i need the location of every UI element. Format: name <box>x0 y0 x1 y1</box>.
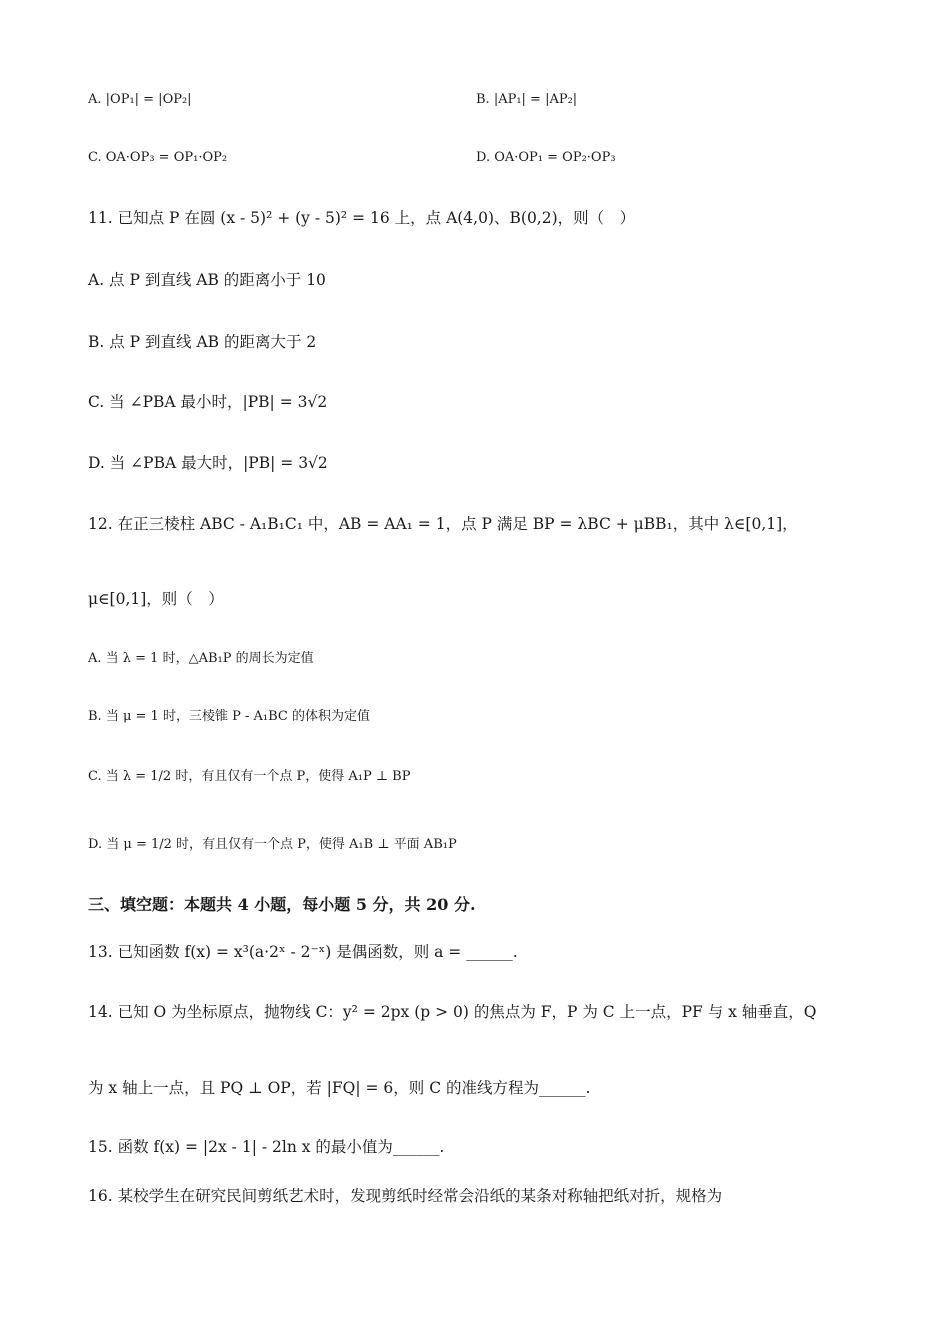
q14-line1: 14. 已知 O 为坐标原点，抛物线 C：y² = 2px (p > 0) 的焦点为 F，P 为 C 上一点，PF 与 x 轴垂直，Q <box>88 1003 817 1021</box>
question-16: 16. 某校学生在研究民间剪纸艺术时，发现剪纸时经常会沿纸的某条对称轴把纸对折，规格为 <box>88 1187 723 1205</box>
question-15: 15. 函数 f(x) = |2x - 1| - 2ln x 的最小值为______. <box>88 1138 445 1156</box>
q11-option-c: C. 当 ∠PBA 最小时，|PB| = 3√2 <box>88 393 328 411</box>
q10-option-a: A. |OP₁| = |OP₂| <box>88 92 192 107</box>
q12-option-d: D. 当 μ = 1/2 时，有且仅有一个点 P，使得 A₁B ⊥ 平面 AB₁P <box>88 837 457 852</box>
q10-option-b: B. |AP₁| = |AP₂| <box>476 92 578 107</box>
q11-stem: 11. 已知点 P 在圆 (x - 5)² + (y - 5)² = 16 上，点 A(4,0)、B(0,2)，则（ ） <box>88 209 636 227</box>
q12-option-a: A. 当 λ = 1 时，△AB₁P 的周长为定值 <box>88 651 314 666</box>
q12-stem-line2: μ∈[0,1]，则（ ） <box>88 590 224 608</box>
question-13: 13. 已知函数 f(x) = x³(a·2ˣ - 2⁻ˣ) 是偶函数，则 a = ______. <box>88 943 518 961</box>
q11-option-b: B. 点 P 到直线 AB 的距离大于 2 <box>88 333 317 351</box>
q10-option-d: D. OA·OP₁ = OP₂·OP₃ <box>476 150 616 165</box>
q11-option-d: D. 当 ∠PBA 最大时，|PB| = 3√2 <box>88 454 328 472</box>
section-heading: 三、填空题：本题共 4 小题，每小题 5 分，共 20 分. <box>88 895 476 914</box>
q12-option-b: B. 当 μ = 1 时，三棱锥 P - A₁BC 的体积为定值 <box>88 709 370 724</box>
q11-option-a: A. 点 P 到直线 AB 的距离小于 10 <box>88 271 326 289</box>
q12-option-c: C. 当 λ = 1/2 时，有且仅有一个点 P，使得 A₁P ⊥ BP <box>88 769 411 784</box>
q14-line2: 为 x 轴上一点，且 PQ ⊥ OP，若 |FQ| = 6，则 C 的准线方程为______. <box>88 1079 591 1097</box>
q12-stem-line1: 12. 在正三棱柱 ABC - A₁B₁C₁ 中，AB = AA₁ = 1，点 P 满足 BP = λBC + μBB₁，其中 λ∈[0,1]， <box>88 515 798 533</box>
q10-option-c: C. OA·OP₃ = OP₁·OP₂ <box>88 150 228 165</box>
